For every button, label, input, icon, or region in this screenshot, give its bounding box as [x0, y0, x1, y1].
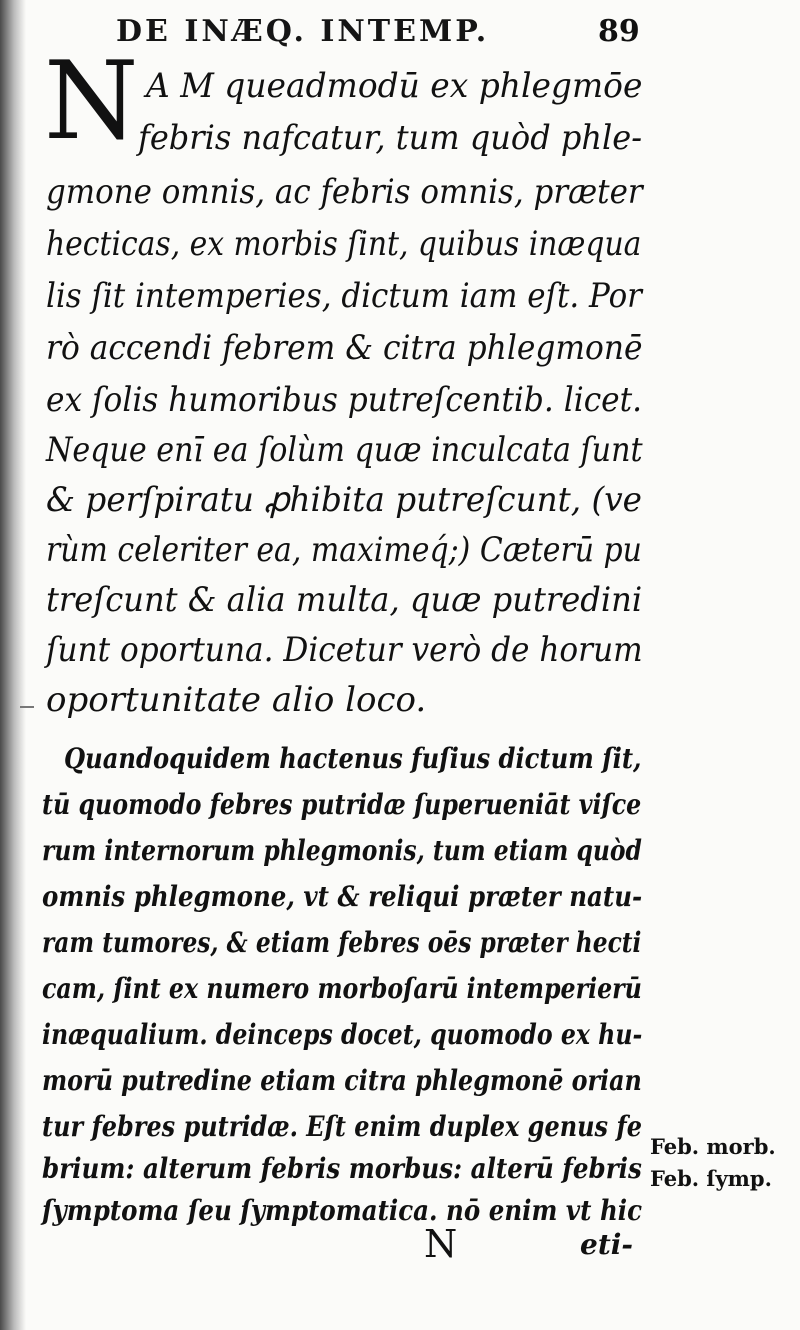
text-line: A M queadmodū ex phlegmōe [146, 66, 643, 106]
margin-note: Feb. morb. [650, 1134, 776, 1159]
text-line: inæqualium. deinceps docet, quomodo ex hu- [42, 1018, 643, 1051]
text-line: tū quomodo febres putridæ ſuperueniāt viſce [42, 788, 642, 821]
text-line: brium: alterum febris morbus: alterū febris [42, 1152, 642, 1185]
text-line: omnis phlegmone, vt & reliqui præter natu- [42, 880, 643, 913]
text-line: ex ſolis humoribus putreſcentib. licet. [46, 380, 643, 420]
margin-note: Feb. ſymp. [650, 1166, 772, 1191]
paragraph-mark [20, 706, 34, 708]
text-line: Quandoquidem hactenus fuſius dictum ſit, [64, 742, 642, 775]
text-line: rùm celeriter ea, maximeq́;) Cæterū pu [46, 530, 642, 570]
text-line: morū putredine etiam citra phlegmonē orian [42, 1064, 642, 1097]
catchword: eti- [580, 1228, 634, 1261]
text-line: oportunitate alio loco. [46, 680, 427, 720]
text-line: rò accendi febrem & citra phlegmonē [46, 328, 643, 368]
text-line: ſymptoma ſeu ſymptomatica. nō enim vt hic [42, 1194, 643, 1227]
text-line: ram tumores, & etiam febres oēs præter hecti [42, 926, 642, 959]
text-line: lis ſit intemperies, dictum iam eſt. Por [46, 276, 642, 316]
drop-cap: N [44, 39, 139, 164]
text-line: rum internorum phlegmonis, tum etiam quòd [42, 834, 642, 867]
text-line: Neque enī ea ſolùm quæ inculcata ſunt [46, 430, 643, 470]
text-line: febris nafcatur, tum quòd phle- [138, 118, 643, 158]
text-line: cam, ſint ex numero morboſarū intemperierū [42, 972, 642, 1005]
page-number: 89 [598, 14, 640, 49]
text-line: tur febres putridæ. Eſt enim duplex genus fe [42, 1110, 642, 1143]
text-line: treſcunt & alia multa, quæ putredini [46, 580, 643, 620]
text-line: gmone omnis, ac febris omnis, præter [46, 172, 643, 212]
text-line: ſunt oportuna. Dicetur verò de horum [46, 630, 643, 670]
page-gutter-shadow [0, 0, 26, 1330]
running-header: DE INÆQ. INTEMP. [116, 14, 490, 49]
text-line: hecticas, ex morbis ſint, quibus inæqua [46, 224, 642, 264]
text-line: & perſpiratu ꝓhibita putreſcunt, (ve [46, 480, 642, 520]
signature-mark: N [424, 1222, 458, 1266]
